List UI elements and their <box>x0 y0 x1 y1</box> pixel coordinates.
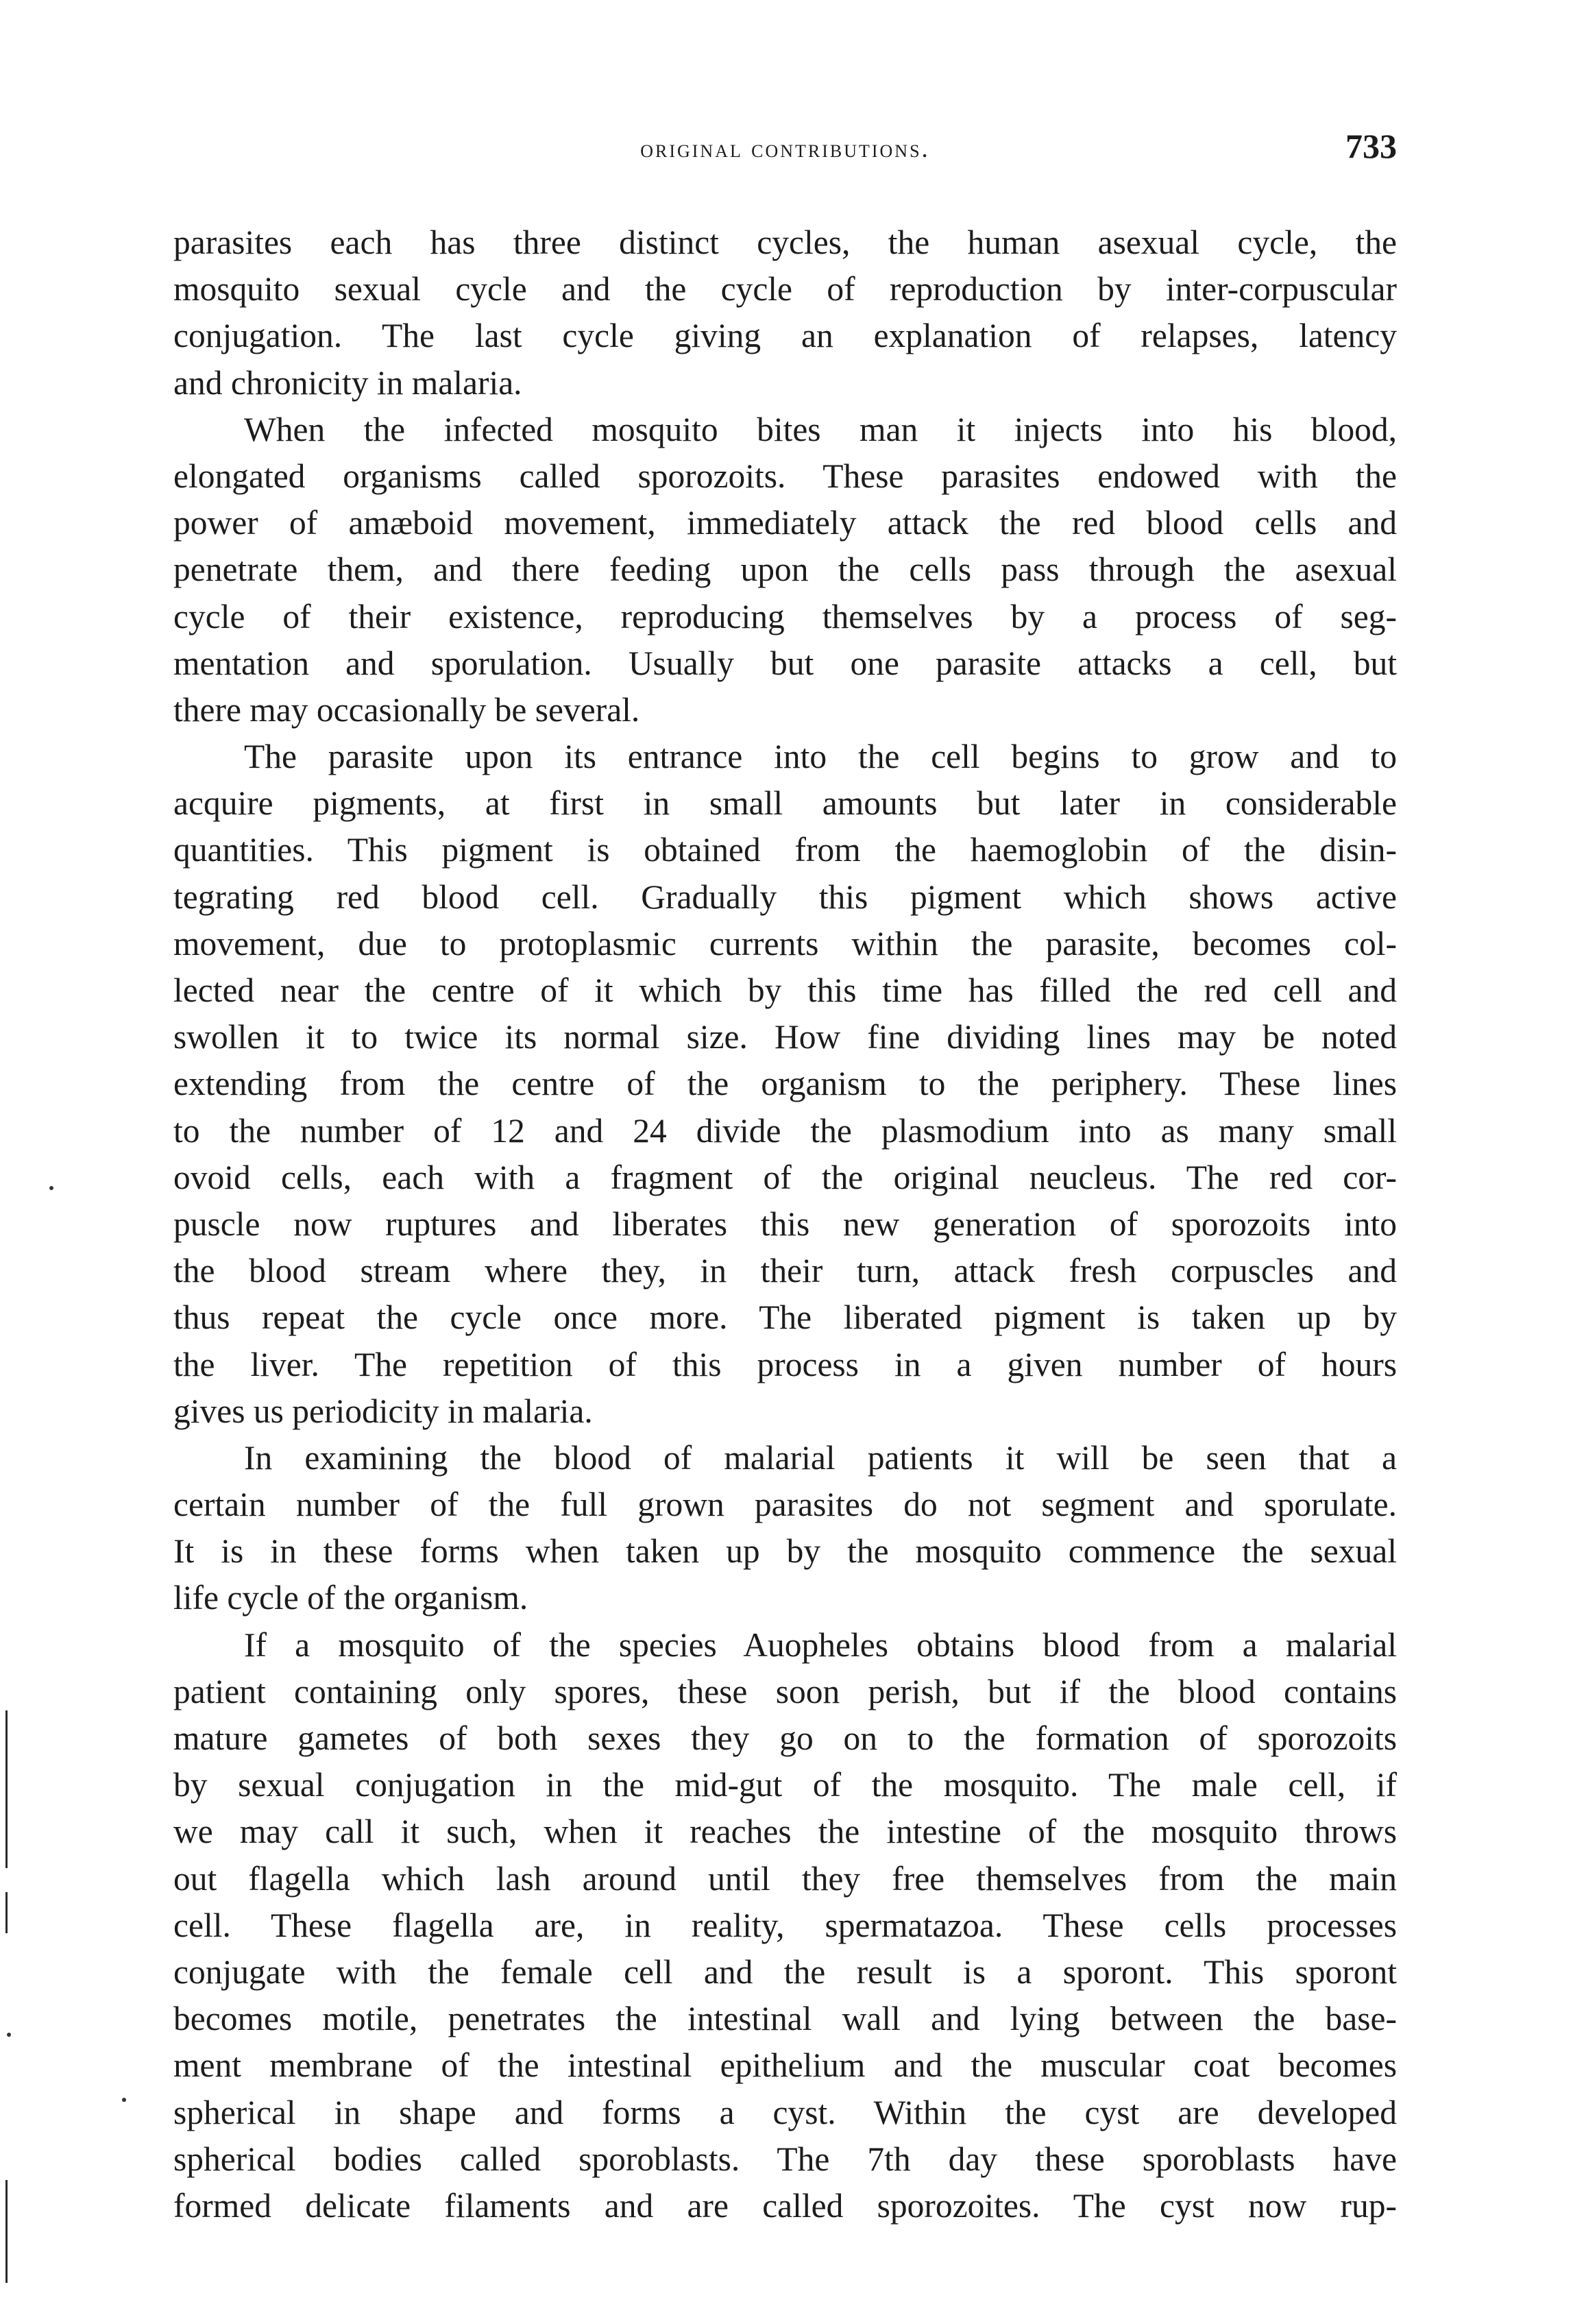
text-line: cycle of their existence, reproducing themselves by a process of seg- <box>173 597 1397 636</box>
paragraph-4 <box>173 1435 1397 1622</box>
text-line: movement, due to protoplasmic currents within the parasite, becomes col- <box>173 924 1397 963</box>
text-line: extending from the centre of the organism to the periphery. These lines <box>173 1065 1397 1103</box>
text-line: When the infected mosquito bites man it injects into his blood, <box>244 410 1397 448</box>
text-line: puscle now ruptures and liberates this new generation of sporozoits into <box>173 1205 1397 1243</box>
text-line: we may call it such, when it reaches the intestine of the mosquito throws <box>173 1813 1397 1851</box>
text-line: spherical bodies called sporoblasts. The 7th day these sporoblasts have <box>173 2140 1397 2178</box>
text-line: certain number of the full grown parasites do not segment and sporulate. <box>173 1486 1397 1524</box>
paragraph-1 <box>173 219 1397 407</box>
text-line: to the number of 12 and 24 divide the plasmodium into as many small <box>173 1111 1397 1150</box>
text-line: The parasite upon its entrance into the cell begins to grow and to <box>244 738 1397 776</box>
text-line: parasites each has three distinct cycles, the human asexual cycle, the <box>173 223 1397 261</box>
page-number: 733 <box>1345 127 1397 165</box>
text-line: mentation and sporulation. Usually but one parasite attacks a cell, but <box>173 644 1397 682</box>
text-line: acquire pigments, at first in small amounts but later in considerable <box>173 784 1397 823</box>
margin-speck <box>122 2098 126 2102</box>
margin-scan-line <box>5 2180 8 2283</box>
text-line: power of amæboid movement, immediately attack the red blood cells and <box>173 504 1397 542</box>
text-line: mature gametes of both sexes they go on to the formation of sporozoits <box>173 1719 1397 1757</box>
text-line: lected near the centre of it which by this time has filled the red cell and <box>173 971 1397 1009</box>
text-line: In examining the blood of malarial patients it will be seen that a <box>244 1438 1397 1477</box>
paragraph-2 <box>173 407 1397 734</box>
text-line: If a mosquito of the species Auopheles obtains blood from a malarial <box>244 1625 1397 1664</box>
paragraph-3 <box>173 734 1397 1435</box>
text-line: It is in these forms when taken up by the mosquito commence the sexual <box>173 1532 1397 1571</box>
body-text <box>173 219 1397 2229</box>
running-head <box>173 122 1397 177</box>
text-line: elongated organisms called sporozoits. These parasites endowed with the <box>173 457 1397 495</box>
text-line: formed delicate filaments and are called sporozoites. The cyst now rup- <box>173 2186 1397 2225</box>
text-line: gives us periodicity in malaria. <box>173 1392 593 1430</box>
running-title: original contributions. <box>640 135 930 163</box>
text-line: ovoid cells, each with a fragment of the original neucleus. The red cor- <box>173 1158 1397 1196</box>
margin-scan-line <box>5 1892 8 1933</box>
text-line: the liver. The repetition of this process in a given number of hours <box>173 1345 1397 1383</box>
text-line: cell. These flagella are, in reality, spermatazoa. These cells processes <box>173 1906 1397 1944</box>
text-line: the blood stream where they, in their turn, attack fresh corpuscles and <box>173 1252 1397 1290</box>
text-line: ment membrane of the intestinal epithelium and the muscular coat becomes <box>173 2046 1397 2085</box>
text-line: there may occasionally be several. <box>173 690 640 729</box>
text-line: becomes motile, penetrates the intestinal wall and lying between the base- <box>173 2000 1397 2038</box>
text-line: spherical in shape and forms a cyst. Within the cyst are developed <box>173 2093 1397 2131</box>
text-line: life cycle of the organism. <box>173 1579 528 1617</box>
margin-scan-line <box>5 1710 8 1868</box>
text-line: swollen it to twice its normal size. How fine dividing lines may be noted <box>173 1018 1397 1056</box>
margin-speck <box>49 1186 53 1190</box>
text-line: out flagella which lash around until they free themselves from the main <box>173 1859 1397 1898</box>
text-line: penetrate them, and there feeding upon the cells pass through the asexual <box>173 550 1397 589</box>
text-line: thus repeat the cycle once more. The liberated pigment is taken up by <box>173 1298 1397 1337</box>
text-line: conjugate with the female cell and the result is a sporont. This sporont <box>173 1952 1397 1991</box>
text-line: patient containing only spores, these soon perish, but if the blood contains <box>173 1672 1397 1710</box>
text-line: and chronicity in malaria. <box>173 363 522 402</box>
text-line: tegrating red blood cell. Gradually this pigment which shows active <box>173 877 1397 916</box>
text-line: by sexual conjugation in the mid-gut of the mosquito. The male cell, if <box>173 1766 1397 1804</box>
paragraph-5 <box>173 1622 1397 2229</box>
text-line: quantities. This pigment is obtained from the haemoglobin of the disin- <box>173 831 1397 869</box>
margin-speck <box>7 2033 11 2037</box>
text-line: conjugation. The last cycle giving an explanation of relapses, latency <box>173 317 1397 355</box>
text-line: mosquito sexual cycle and the cycle of reproduction by inter-corpuscular <box>173 270 1397 308</box>
